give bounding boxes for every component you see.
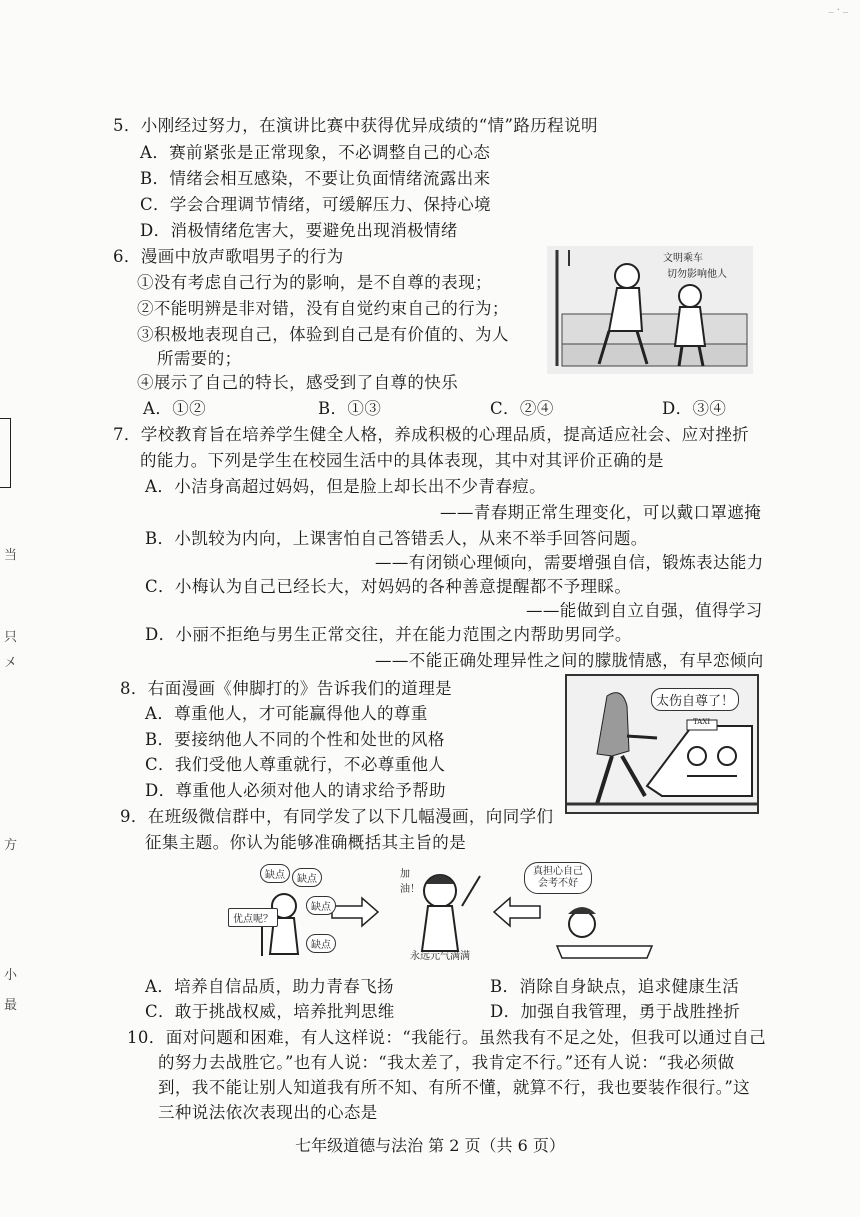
q6-item-1: ①没有考虑自己行为的影响，是不自尊的表现； (137, 273, 492, 292)
q8-option-c: C．我们受他人尊重就行，不必尊重他人 (145, 755, 446, 774)
q7-option-a: A．小洁身高超过妈妈，但是脸上却长出不少青春痘。 (145, 477, 547, 496)
q6-comic (547, 246, 753, 374)
side-mark: 当 (4, 548, 18, 563)
q9-worry-line-1: 真担心自己 (533, 866, 583, 877)
q9-option-b: B．消除自身缺点，追求健康生活 (490, 977, 740, 996)
q10-stem-line-3: 到，我不能让别人知道我有所不知、有所不懂，就算不行，我也要装作很行。”这 (158, 1078, 751, 1097)
q7-option-d: D．小丽不拒绝与男生正常交往，并在能力范围之内帮助男同学。 (145, 625, 632, 644)
binding-bracket (0, 418, 11, 488)
q10-stem-line-4: 三种说法依次表现出的心态是 (158, 1103, 378, 1122)
q9-comic-strip (222, 856, 662, 966)
q10-stem-line-2: 的努力去战胜它。”也有人说：“我太差了，我肯定不行。”还有人说：“我必须做 (158, 1053, 735, 1072)
q5-option-c: C．学会合理调节情绪，可缓解压力、保持心境 (140, 195, 492, 214)
q9-label-flaw-3: 缺点 (306, 896, 336, 915)
q9-label-flaw-1: 缺点 (260, 864, 290, 883)
side-mark: 最 (4, 998, 18, 1013)
q7-option-c: C．小梅认为自己已经长大，对妈妈的各种善意提醒都不予理睬。 (145, 577, 632, 596)
q10-stem-line-1: 10．面对问题和困难，有人这样说：“我能行。虽然我有不足之处，但我可以通过自己 (127, 1028, 767, 1047)
q9-option-a: A．培养自信品质，助力青春飞扬 (145, 977, 394, 996)
q7-option-a-comment: ——青春期正常生理变化，可以戴口罩遮掩 (440, 503, 762, 522)
q7-stem-line-1: 7．学校教育旨在培养学生健全人格，养成积极的心理品质，提高适应社会、应对挫折 (113, 425, 750, 444)
q9-stem-line-1: 9．在班级微信群中，有同学发了以下几幅漫画，向同学们 (120, 807, 554, 826)
q8-comic-taxi-sign: TAXI (693, 718, 711, 726)
q6-option-b: B．①③ (318, 399, 382, 418)
q9-worry-bubble (524, 862, 592, 894)
q9-stem-line-2: 征集主题。你认为能够准确概括其主旨的是 (145, 833, 467, 852)
q7-option-b-comment: ——有闭锁心理倾向，需要增强自信，锻炼表达能力 (375, 553, 764, 572)
q6-option-a: A．①② (143, 399, 207, 418)
corner-mark: _ . _ (828, 2, 848, 13)
q7-option-b: B．小凯较为内向，上课害怕自己答错丢人，从来不举手回答问题。 (145, 529, 648, 548)
q8-comic-bubble: 太伤自尊了！ (651, 688, 739, 711)
page-footer: 七年级道德与法治 第 2 页（共 6 页） (295, 1136, 565, 1155)
q6-item-3-cont: 所需要的； (157, 349, 242, 368)
q8-option-a: A．尊重他人，才可能赢得他人的尊重 (145, 704, 428, 723)
q5-option-a: A．赛前紧张是正常现象，不必调整自己的心态 (140, 143, 491, 162)
q6-item-3: ③积极地表现自己，体验到自己是有价值的、为人 (137, 325, 509, 344)
q6-comic-caption-2: 切勿影响他人 (667, 269, 727, 280)
q6-item-2: ②不能明辨是非对错，没有自觉约束自己的行为； (137, 299, 509, 318)
q6-comic-caption-1: 文明乘车 (663, 253, 703, 264)
q6-item-4: ④展示了自己的特长，感受到了自尊的快乐 (137, 373, 459, 392)
q9-worry-line-2: 会考不好 (538, 878, 578, 889)
q5-stem: 5．小刚经过努力，在演讲比赛中获得优异成绩的“情”路历程说明 (113, 116, 598, 135)
q8-option-b: B．要接纳他人不同的个性和处世的风格 (145, 730, 445, 749)
q7-option-c-comment: ——能做到自立自强，值得学习 (526, 601, 763, 620)
q9-label-flaw-2: 缺点 (292, 868, 322, 887)
side-mark: 只 (4, 630, 18, 645)
q9-option-d: D．加强自我管理，勇于战胜挫折 (490, 1002, 741, 1021)
q9-option-c: C．敢于挑战权威，培养批判思维 (145, 1002, 395, 1021)
q6-stem: 6．漫画中放声歌唱男子的行为 (113, 247, 344, 266)
q9-cheer-text: 加油！ (400, 869, 420, 895)
side-mark: 㐅 (4, 656, 18, 671)
q6-option-c: C．②④ (490, 399, 554, 418)
q9-label-flaw-4: 缺点 (306, 934, 336, 953)
q9-middle-caption: 永远元气满满 (410, 951, 470, 962)
q9-label-strength: 优点呢？ (228, 908, 278, 927)
q8-option-d: D．尊重他人必须对他人的请求给予帮助 (145, 781, 446, 800)
side-mark: 方 (4, 838, 18, 853)
q5-option-b: B．情绪会相互感染，不要让负面情绪流露出来 (140, 169, 491, 188)
q8-comic (565, 674, 759, 814)
q8-stem: 8．右面漫画《伸脚打的》告诉我们的道理是 (120, 679, 452, 698)
q5-option-d: D．消极情绪危害大，要避免出现消极情绪 (140, 221, 458, 240)
q6-option-d: D．③④ (662, 399, 727, 418)
q7-option-d-comment: ——不能正确处理异性之间的朦胧情感，有早恋倾向 (375, 651, 764, 670)
q7-stem-line-2: 的能力。下列是学生在校园生活中的具体表现，其中对其评价正确的是 (140, 451, 664, 470)
side-mark: 小 (4, 968, 18, 983)
